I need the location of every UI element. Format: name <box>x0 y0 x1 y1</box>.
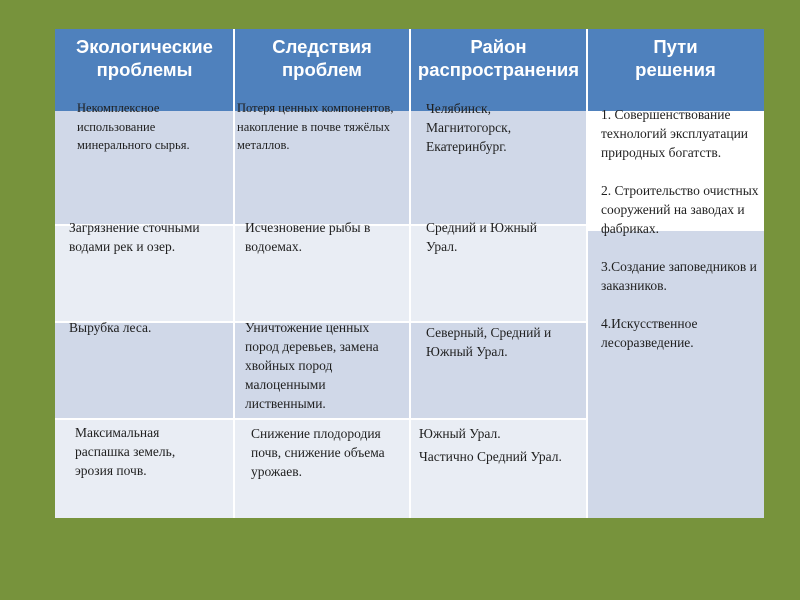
header-consequences-text: Следствия проблем <box>272 36 372 80</box>
row-4-region-extra: Частично Средний Урал. <box>419 449 562 464</box>
row-3-consequence: Уничтожение ценных пород деревьев, замена хвойных пород малоценными лиственными. <box>245 320 379 411</box>
row-2-region: Средний и Южный Урал. <box>426 220 537 254</box>
row-1-region: Челябинск, Магнитогорск, Екатеринбург. <box>426 101 512 154</box>
grid-line <box>409 29 411 518</box>
solutions-text: 1. Совершенствование технологий эксплуатации природных богатств. 2. Строительство очистных сооружений на заводах и фабриках. 3.Создание заповедников и заказников. 4.Искусственное лесоразведение. <box>601 107 759 350</box>
ecology-table <box>55 29 764 518</box>
row-4-consequence: Снижение плодородия почв, снижение объема урожаев. <box>251 426 385 479</box>
grid-line <box>233 29 235 518</box>
row-4-problem: Максимальная распашка земель, эрозия почв. <box>75 425 176 478</box>
row-2-problem: Загрязнение сточными водами рек и озер. <box>69 220 200 254</box>
row-4-region: Южный Урал. <box>419 426 501 441</box>
header-solutions-text: Пути решения <box>635 36 716 80</box>
grid-line <box>586 29 588 518</box>
header-solutions <box>587 29 764 111</box>
header-problems-text: Экологические проблемы <box>76 36 213 80</box>
header-region-text: Район распространения <box>417 36 580 80</box>
row-1-consequence: Потеря ценных компонентов, накопление в почве тяжёлых металлов. <box>237 101 394 152</box>
row-3-problem: Вырубка леса. <box>69 320 152 335</box>
grid-line <box>55 418 587 420</box>
row-3-region: Северный, Средний и Южный Урал. <box>426 325 552 359</box>
row-1-problem: Некомплексное использование минерального сырья. <box>77 101 190 152</box>
row-2-consequence: Исчезновение рыбы в водоемах. <box>245 220 371 254</box>
